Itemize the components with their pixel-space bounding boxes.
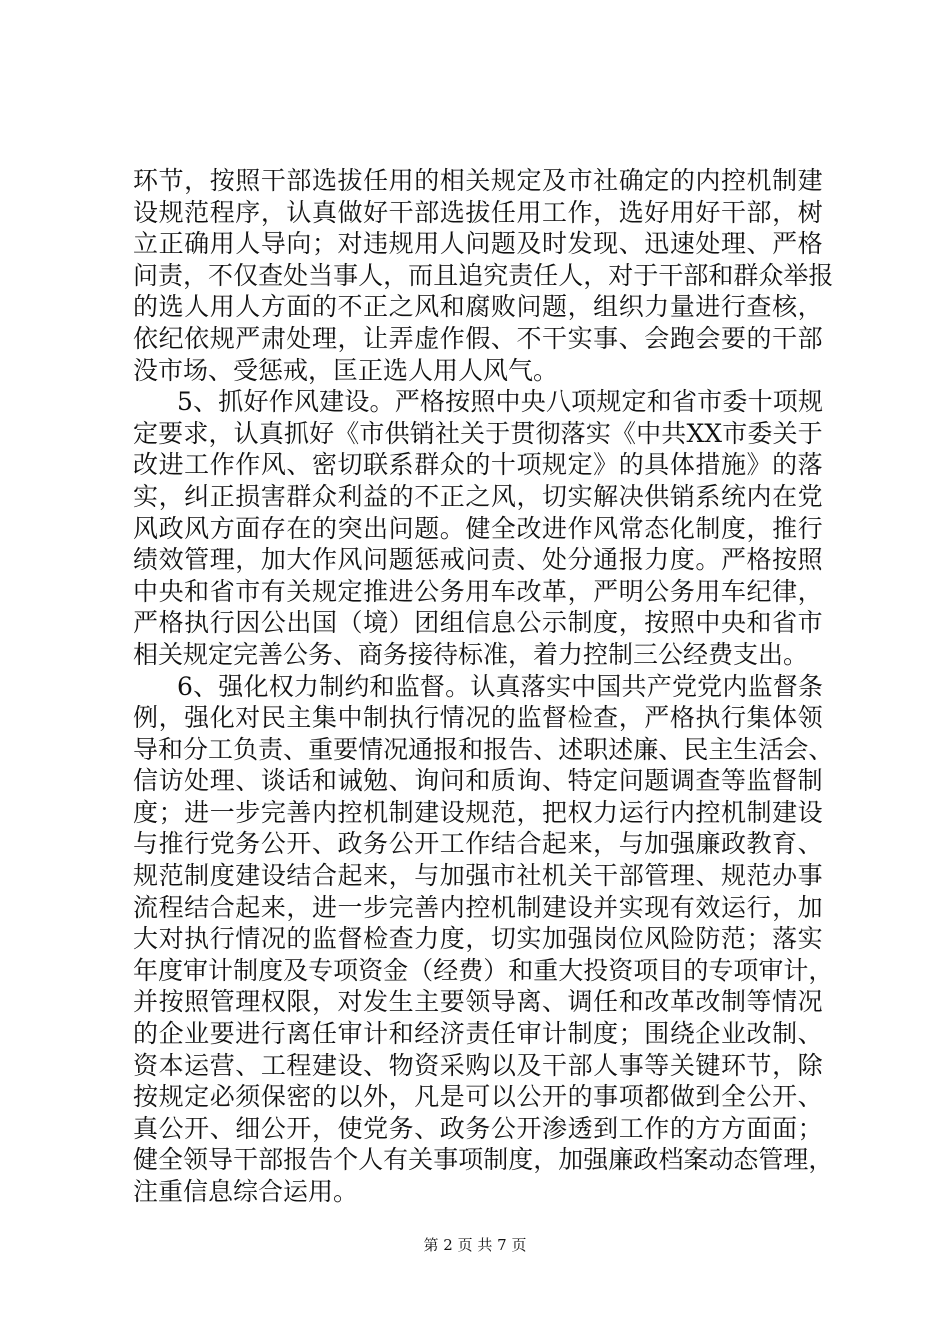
text-line: 相关规定完善公务、商务接待标准，着力控制三公经费支出。 bbox=[133, 639, 809, 669]
document-body bbox=[133, 165, 834, 1208]
text-line: 资 本 运 营 、 工 程 建 设 、 物 资 采 购 以 及 干 部 人 事 等 关 键 环 节 ， 除 bbox=[133, 1050, 823, 1080]
text-line: 立 正 确 用 人 导 向 ； 对 违 规 用 人 问 题 及 时 发 现 、 迅 速 处 理 、 严 格 bbox=[133, 229, 823, 259]
text-line: 6 、 强 化 权 力 制 约 和 监 督 。 认 真 落 实 中 国 共 产 党 党 内 监 督 条 bbox=[177, 671, 823, 701]
text-line: 度 ； 进 一 步 完 善 内 控 机 制 建 设 规 范 ， 把 权 力 运 行 内 控 机 制 建 设 bbox=[133, 797, 823, 827]
text-line: 实 ， 纠 正 损 害 群 众 利 益 的 不 正 之 风 ， 切 实 解 决 供 销 系 统 内 在 党 bbox=[133, 481, 823, 511]
text-line: 流 程 结 合 起 来 ， 进 一 步 完 善 内 控 机 制 建 设 并 实 现 有 效 运 行 ， 加 bbox=[133, 892, 823, 922]
text-line: 定 要 求 ， 认 真 抓 好 《 市 供 销 社 关 于 贯 彻 落 实 《 中 共 XX 市 委 关 于 bbox=[133, 418, 823, 448]
text-line: 的 企 业 要 进 行 离 任 审 计 和 经 济 责 任 审 计 制 度 ； 围 绕 企 业 改 制 、 bbox=[133, 1019, 823, 1049]
text-line: 按 规 定 必 须 保 密 的 以 外 ， 凡 是 可 以 公 开 的 事 项 都 做 到 全 公 开 、 bbox=[133, 1082, 823, 1112]
text-line: 设 规 范 程 序 ， 认 真 做 好 干 部 选 拔 任 用 工 作 ， 选 好 用 好 干 部 ， 树 bbox=[133, 197, 823, 227]
text-line: 环 节 ， 按 照 干 部 选 拔 任 用 的 相 关 规 定 及 市 社 确 定 的 内 控 机 制 建 bbox=[133, 166, 823, 195]
text-line: 例 ， 强 化 对 民 主 集 中 制 执 行 情 况 的 监 督 检 查 ， 严 格 执 行 集 体 领 bbox=[133, 703, 823, 733]
text-line: 风 政 风 方 面 存 在 的 突 出 问 题 。 健 全 改 进 作 风 常 态 化 制 度 ， 推 行 bbox=[133, 513, 823, 543]
text-line: 中 央 和 省 市 有 关 规 定 推 进 公 务 用 车 改 革 ， 严 明 公 务 用 车 纪 律 ， bbox=[133, 576, 823, 606]
text-line: 5 、 抓 好 作 风 建 设 。 严 格 按 照 中 央 八 项 规 定 和 省 市 委 十 项 规 bbox=[177, 387, 823, 417]
text-line: 绩 效 管 理 ， 加 大 作 风 问 题 惩 戒 问 责 、 处 分 通 报 力 度 。 严 格 按 照 bbox=[133, 545, 823, 575]
text-line: 健 全 领 导 干 部 报 告 个 人 有 关 事 项 制 度 ， 加 强 廉 政 档 案 动 态 管 理 ， bbox=[133, 1145, 834, 1175]
page-footer: 第 2 页 共 7 页 bbox=[423, 1236, 527, 1254]
text-line: 问 责 ， 不 仅 查 处 当 事 人 ， 而 且 追 究 责 任 人 ， 对 于 干 部 和 群 众 举 报 bbox=[133, 260, 834, 290]
text-line: 的 选 人 用 人 方 面 的 不 正 之 风 和 腐 败 问 题 ， 组 织 力 量 进 行 查 核 ， bbox=[133, 292, 823, 322]
text-line: 年 度 审 计 制 度 及 专 项 资 金 （ 经 费 ） 和 重 大 投 资 项 目 的 专 项 审 计 ， bbox=[133, 955, 834, 985]
text-line: 严 格 执 行 因 公 出 国 （ 境 ） 团 组 信 息 公 示 制 度 ， 按 照 中 央 和 省 市 bbox=[133, 608, 823, 638]
text-line: 并 按 照 管 理 权 限 ， 对 发 生 主 要 领 导 离 、 调 任 和 改 革 改 制 等 情 况 bbox=[133, 987, 823, 1017]
text-line: 没市场、受惩戒，匡正选人用人风气。 bbox=[133, 355, 559, 385]
text-line: 注重信息综合运用。 bbox=[133, 1177, 359, 1206]
text-line: 依 纪 依 规 严 肃 处 理 ， 让 弄 虚 作 假 、 不 干 实 事 、 会 跑 会 要 的 干 部 bbox=[133, 323, 823, 353]
text-line: 真 公 开 、 细 公 开 ， 使 党 务 、 政 务 公 开 渗 透 到 工 作 的 方 方 面 面 ； bbox=[133, 1113, 823, 1143]
text-line: 导 和 分 工 负 责 、 重 要 情 况 通 报 和 报 告 、 述 职 述 廉 、 民 主 生 活 会 、 bbox=[133, 734, 834, 764]
text-line: 改 进 工 作 作 风 、 密 切 联 系 群 众 的 十 项 规 定 》 的 具 体 措 施 》 的 落 bbox=[133, 450, 823, 480]
text-line: 信 访 处 理 、 谈 话 和 诫 勉 、 询 问 和 质 询 、 特 定 问 题 调 查 等 监 督 制 bbox=[133, 766, 823, 796]
text-line: 大 对 执 行 情 况 的 监 督 检 查 力 度 ， 切 实 加 强 岗 位 风 险 防 范 ； 落 实 bbox=[133, 924, 823, 954]
text-line: 规 范 制 度 建 设 结 合 起 来 ， 与 加 强 市 社 机 关 干 部 管 理 、 规 范 办 事 bbox=[133, 861, 823, 891]
text-line: 与 推 行 党 务 公 开 、 政 务 公 开 工 作 结 合 起 来 ， 与 加 强 廉 政 教 育 、 bbox=[133, 829, 823, 859]
